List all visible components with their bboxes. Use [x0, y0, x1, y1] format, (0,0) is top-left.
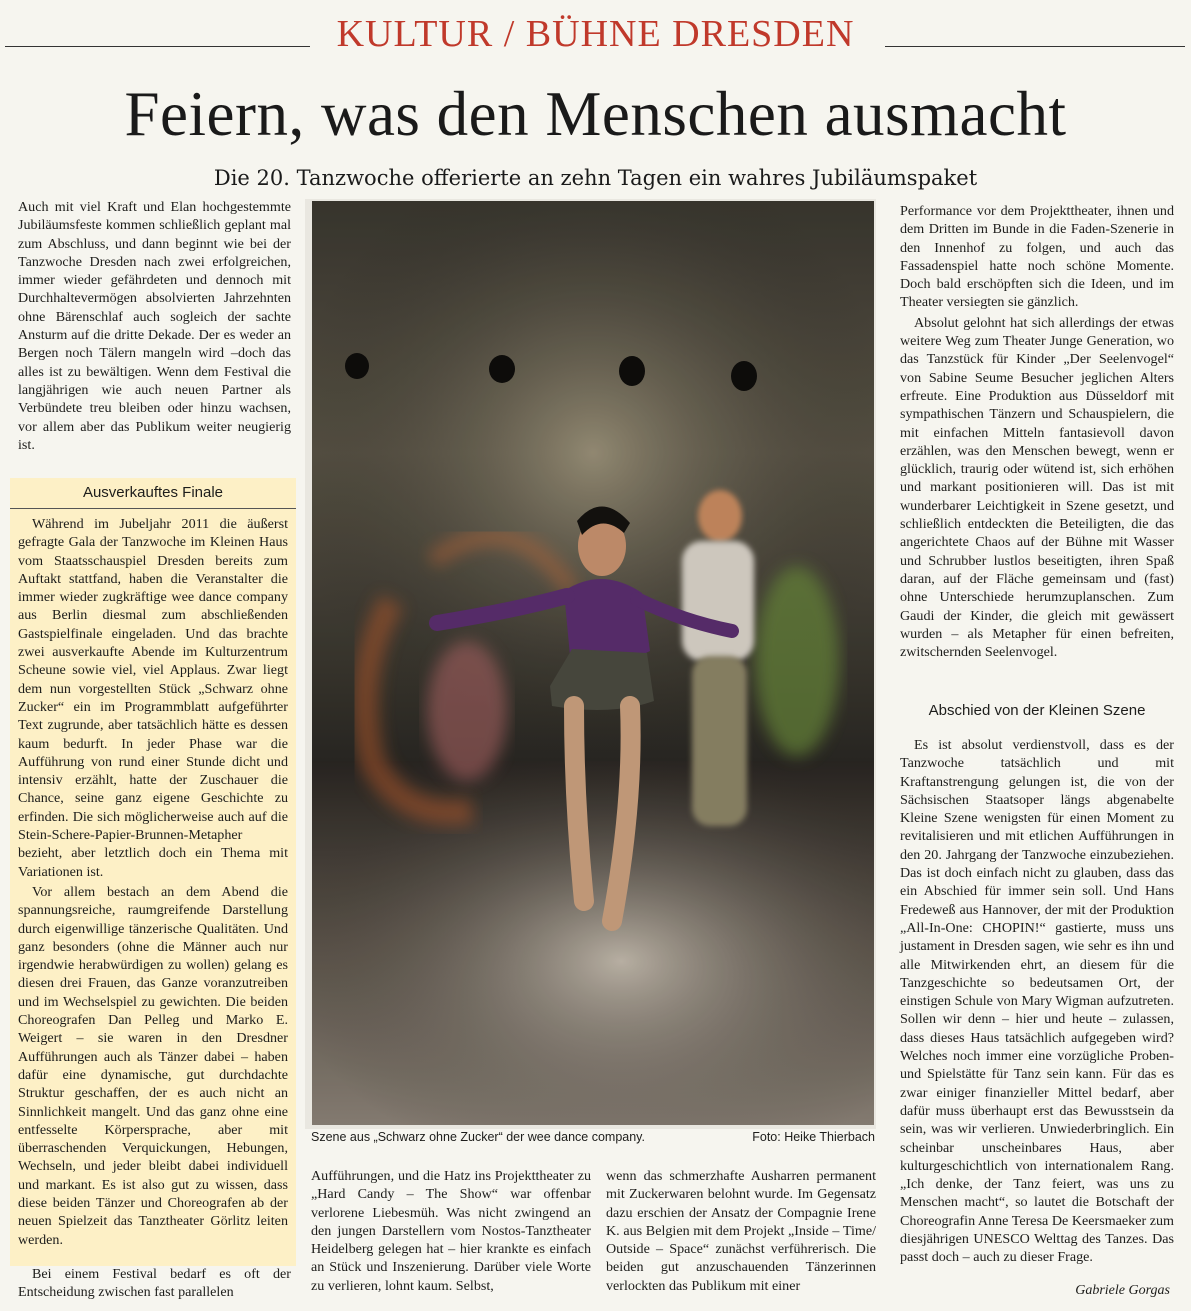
dance-photo	[312, 201, 874, 1125]
intro-column	[18, 198, 291, 454]
column-3	[606, 1167, 876, 1295]
column-4-bottom	[900, 736, 1174, 1267]
infobox	[10, 478, 296, 1266]
column-4-top	[900, 202, 1174, 661]
author-byline: Gabriele Gorgas	[1075, 1283, 1170, 1298]
infobox-rule	[10, 508, 296, 509]
column1-tail	[18, 1265, 291, 1302]
photo-caption: Szene aus „Schwarz ohne Zucker“ der wee dance company.	[311, 1130, 645, 1144]
column-4-paragraph: Es ist absolut verdienstvoll, dass es der Tanzwoche tatsächlich und mit Kraftanstrengung gelungen ist, die von der Sächsischen Staatsoper längs abgenabelte Kleine Szene wenigsten für einen Moment zu revitalisieren und mit etlichen Aufführungen in den 20. Jahrgang der Tanzwoche einzubeziehen. Das ist doch einfach nicht zu glauben, dass das ein Abschied für immer sein soll. Und Hans Fredeweß aus Hannover, der mit der Produktion „All-In-One: CHOPIN!“ gastierte, muss uns justament in Dresden sagen, wie sehr es ihn und alle Mitwirkenden ehrt, an diesem für die Tanzgeschichte so bedeutsamen Ort, der einstigen Schule von Mary Wigman aufzutreten. Sollen wir denn – hier und heute – zulassen, dass dieses Haus tatsächlich aufgegeben wird? Welches noch immer eine vorzügliche Proben- und Spielstätte für Tanz sein kann. Für das es zwar einiger finanzieller Mittel bedarf, aber dafür muss überhaupt erst das Bewusstsein da sein, was wir verlieren. Unwiederbringlich. Ein scheinbar unscheinbares Haus, aber kulturgeschichtlich von internationalem Rang. „Ich denke, der Tanz feiert, was uns zu Menschen macht“, so lautet die Botschaft der Choreografin Anne Teresa De Keersmaeker zum diesjährigen UNESCO Welttag des Tanzes. Das passt doch – auch zu dieser Frage.	[900, 737, 1174, 1266]
section-kicker: KULTUR / BÜHNE DRESDEN	[336, 13, 855, 55]
infobox-paragraph: Während im Jubeljahr 2011 die äußerst gefragte Gala der Tanzwoche im Kleinen Haus vom Staatsschauspiel Dresden bereits zum Auftakt stattfand, haben die Veranstalter die immer wieder zugkräftige wee dance company aus Berlin diesmal zum abschließenden Gastspielfinale eingeladen. Und das brachte zwei ausverkaufte Abende im Kulturzentrum Scheune sowie viel, viel Applaus. Zwar liegt dem nun vorgestellten Stück „Schwarz ohne Zucker“ ein im Programmblatt aufgeführter Text zugrunde, aber tatsächlich hätte es dessen kaum bedurft. In jeder Phase war die Aufführung von rund einer Stunde dicht und intensiv erzählt, hatte der Zuschauer die Chance, seine ganz eigene Geschichte zu erfinden. Die sich möglicherweise auch auf die Stein-Schere-Papier-Brunnen-Metapher bezieht, aber letztlich doch ein Thema mit Variationen ist.	[18, 516, 288, 880]
subheadline: Die 20. Tanzwoche offerierte an zehn Tagen ein wahres Jubiläumspaket	[213, 166, 978, 190]
infobox-paragraph: Vor allem bestach an dem Abend die spannungsreiche, raumgreifende Darstellung durch eigenwillige tänzerische Qualitäten. Und ganz besonders (ohne die Männer auch nur irgendwie herabwürdigen zu wollen) gelang es diesen drei Frauen, das Ganze voranzutreiben und im Wechselspiel zu gewichten. Die beiden Choreografen Dan Pelleg und Marko E. Weigert – sie waren in den Dresdner Aufführungen auch als Tänzer dabei – haben dafür eine dynamische, gut durchdachte Struktur geschaffen, der es auch nicht an Sinnlichkeit mangelt. Und das ganz ohne eine entfesselte Körpersprache, aber mit überraschenden Verquickungen, Hebungen, Wechseln, und jeder bleibt dabei individuell und markant. Es ist also gut zu wissen, dass diese beiden Tänzer und Choreografen ab der neuen Spielzeit das Tanztheater Görlitz leiten werden.	[18, 883, 288, 1248]
infobox-text	[18, 515, 288, 1249]
column-3-paragraph: wenn das schmerzhafte Ausharren permanent mit Zuckerwaren belohnt wurde. Im Gegensatz dazu erschien der Ansatz der Compagnie Irene K. aus Belgien mit dem Projekt „Inside – Time/ Outside – Space“ zunächst verführerisch. Die beiden gut anzuschauenden Tänzerinnen verlockten das Publikum mit einer	[606, 1168, 876, 1294]
column-2-paragraph: Aufführungen, und die Hatz ins Projekttheater zu „Hard Candy – The Show“ war offenbar verlorene Liebesmüh. Was nicht zwingend an den jungen Darstellern vom Nostos-Tanztheater Heidelberg gelegen hat – hier krankte es einfach an Stück und Inszenierung. Darüber viele Worte zu verlieren, lohnt kaum. Selbst,	[311, 1168, 591, 1294]
photo-credit: Foto: Heike Thierbach	[752, 1130, 875, 1144]
column-2	[311, 1167, 591, 1295]
photo-frame	[305, 199, 876, 1129]
section-subheading: Abschied von der Kleinen Szene	[928, 702, 1146, 719]
column-4-paragraph: Absolut gelohnt hat sich allerdings der etwas weitere Weg zum Theater Junge Generation, wo das Tanzstück für Kinder „Der Seelenvogel“ von Sabine Seume Besucher jeglichen Alters erfreute. Eine Produktion aus Düsseldorf mit sympathischen Tänzern und Schauspielern, die mit einfachen Mitteln fantasievoll davon erzählen, was den Menschen bewegt, wenn er glücklich, traurig oder wütend ist, sich erhöhen und markant positionieren will. Das ist mit wunderbarer Leichtigkeit in Szene gesetzt, und schließlich entdeckten die Beteiligten, die das angerichtete Chaos auf der Bühne mit Wasser und Schrubber lustlos beseitigten, ihren Spaß daran, auf der Fläche gemeinsam und (fast) ohne Unterschiede herumzuplanschen. Zum Gaudi der Kinder, die gleich mit gewässert wurden – als Metapher für einen befreiten, zwitschernden Seelenvogel.	[900, 314, 1174, 661]
infobox-title: Ausverkauftes Finale	[82, 484, 224, 501]
intro-paragraph: Auch mit viel Kraft und Elan hochgestemmte Jubiläumsfeste kommen schließlich geplant mal zum Abschluss, und dann beginnt wie bei der Tanzwoche Dresden nach zwei erfolgreichen, immer wieder gefährdeten und dennoch mit Durchhaltevermögen absolvierten Jahrzehnten ohne Bärenschlaf auch sogleich der sachte Ansturm auf die dritte Dekade. Der es weder an Bergen noch Tälern mangeln wird –doch das alles ist zu bewältigen. Wenn dem Festival die langjährigen wie auch neuen Partner als Verbündete treu bleiben oder hinzu wachsen, vor allem aber das Publikum weiter neugierig ist.	[18, 199, 291, 453]
headline: Feiern, was den Menschen ausmacht	[124, 79, 1067, 149]
column1-tail-paragraph: Bei einem Festival bedarf es oft der Entscheidung zwischen fast parallelen	[18, 1266, 291, 1301]
column-4-paragraph: Performance vor dem Projekttheater, ihnen und dem Dritten im Bunde in die Faden-Szenerie in den Innenhof zu folgen, und auch das Fassadenspiel hatte noch schöne Momente. Doch bald erschöpften sich die Ideen, und im Theater versiegten sie gänzlich.	[900, 203, 1174, 311]
